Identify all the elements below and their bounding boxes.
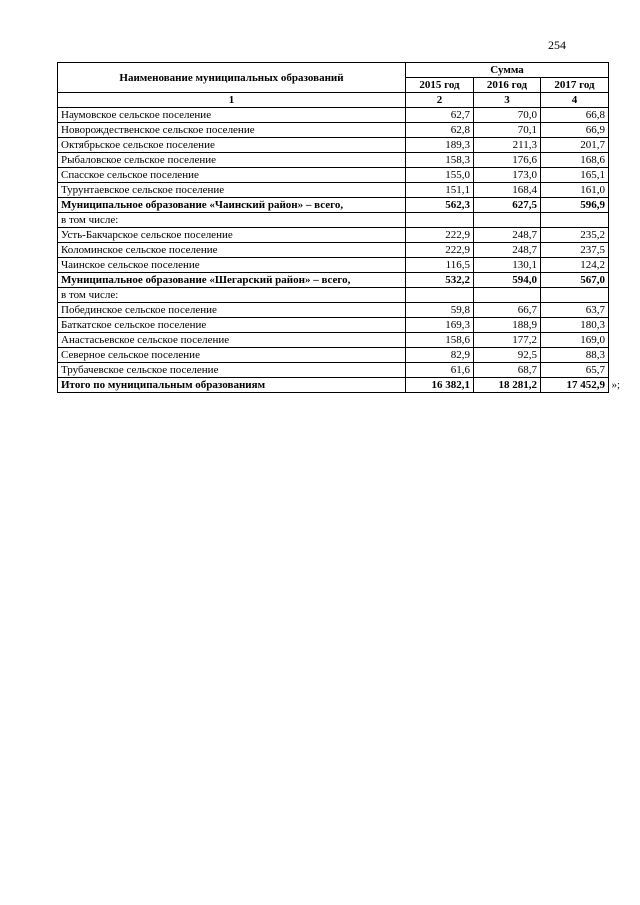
table-row bbox=[58, 363, 609, 378]
row-name-cell: Турунтаевское сельское поселение bbox=[58, 183, 406, 198]
value-2016-cell: 70,0 bbox=[474, 108, 541, 123]
row-name-cell: Северное сельское поселение bbox=[58, 348, 406, 363]
row-name-cell: Муниципальное образование «Чаинский район» – всего, bbox=[58, 198, 406, 213]
value-2015-cell: 62,8 bbox=[406, 123, 474, 138]
value-2015-cell bbox=[406, 288, 474, 303]
value-2017-cell: 65,7 bbox=[541, 363, 609, 378]
value-2016-cell: 594,0 bbox=[474, 273, 541, 288]
column-number-1: 1 bbox=[58, 93, 406, 108]
value-2016-cell: 130,1 bbox=[474, 258, 541, 273]
table-row bbox=[58, 303, 609, 318]
value-2015-cell: 82,9 bbox=[406, 348, 474, 363]
column-number-4: 4 bbox=[541, 93, 609, 108]
value-2015-cell: 189,3 bbox=[406, 138, 474, 153]
table-row bbox=[58, 123, 609, 138]
column-number-2: 2 bbox=[406, 93, 474, 108]
row-name-cell: Новорождественское сельское поселение bbox=[58, 123, 406, 138]
value-2017-cell: 165,1 bbox=[541, 168, 609, 183]
header-year-2017: 2017 год bbox=[541, 78, 609, 93]
table-row bbox=[58, 213, 609, 228]
value-2017-cell: 63,7 bbox=[541, 303, 609, 318]
value-2015-cell: 532,2 bbox=[406, 273, 474, 288]
row-name-cell: Коломинское сельское поселение bbox=[58, 243, 406, 258]
table-row bbox=[58, 378, 609, 393]
value-2015-cell: 222,9 bbox=[406, 243, 474, 258]
value-2016-cell: 248,7 bbox=[474, 228, 541, 243]
table-row bbox=[58, 198, 609, 213]
value-2015-cell: 151,1 bbox=[406, 183, 474, 198]
value-2015-cell bbox=[406, 213, 474, 228]
row-name-cell: Баткатское сельское поселение bbox=[58, 318, 406, 333]
value-2015-cell: 59,8 bbox=[406, 303, 474, 318]
table-row bbox=[58, 318, 609, 333]
value-2016-cell: 66,7 bbox=[474, 303, 541, 318]
value-2015-cell: 155,0 bbox=[406, 168, 474, 183]
table-row bbox=[58, 153, 609, 168]
column-number-row bbox=[58, 93, 609, 108]
header-year-2016: 2016 год bbox=[474, 78, 541, 93]
value-2017-cell: 161,0 bbox=[541, 183, 609, 198]
row-name-cell: Чаинское сельское поселение bbox=[58, 258, 406, 273]
budget-table bbox=[57, 62, 621, 393]
value-2016-cell: 70,1 bbox=[474, 123, 541, 138]
value-2017-cell bbox=[541, 288, 609, 303]
value-2017-cell: 168,6 bbox=[541, 153, 609, 168]
value-2015-cell: 16 382,1 bbox=[406, 378, 474, 393]
value-2017-cell: 66,9 bbox=[541, 123, 609, 138]
row-name-cell: Рыбаловское сельское поселение bbox=[58, 153, 406, 168]
value-2017-cell: 237,5 bbox=[541, 243, 609, 258]
row-name-cell: Трубачевское сельское поселение bbox=[58, 363, 406, 378]
value-2017-cell: 201,7 bbox=[541, 138, 609, 153]
closing-quote-mark: »; bbox=[611, 379, 621, 391]
value-2017-cell: 180,3 bbox=[541, 318, 609, 333]
header-year-2015: 2015 год bbox=[406, 78, 474, 93]
value-2016-cell: 18 281,2 bbox=[474, 378, 541, 393]
value-2015-cell: 116,5 bbox=[406, 258, 474, 273]
value-2015-cell: 158,6 bbox=[406, 333, 474, 348]
row-name-cell: в том числе: bbox=[58, 288, 406, 303]
value-2015-cell: 158,3 bbox=[406, 153, 474, 168]
header-row-1 bbox=[58, 63, 609, 78]
page-number: 254 bbox=[548, 38, 566, 52]
table-row bbox=[58, 243, 609, 258]
value-2015-cell: 61,6 bbox=[406, 363, 474, 378]
value-2016-cell: 92,5 bbox=[474, 348, 541, 363]
value-2015-cell: 562,3 bbox=[406, 198, 474, 213]
value-2016-cell bbox=[474, 213, 541, 228]
value-2017-cell: 567,0 bbox=[541, 273, 609, 288]
value-2017-cell: 169,0 bbox=[541, 333, 609, 348]
row-name-cell: Усть-Бакчарское сельское поселение bbox=[58, 228, 406, 243]
table-row bbox=[58, 273, 609, 288]
table-row bbox=[58, 258, 609, 273]
value-2017-cell: 235,2 bbox=[541, 228, 609, 243]
row-name-cell: Наумовское сельское поселение bbox=[58, 108, 406, 123]
value-2017-cell bbox=[541, 213, 609, 228]
row-name-cell: Октябрьское сельское поселение bbox=[58, 138, 406, 153]
table-row bbox=[58, 138, 609, 153]
value-2015-cell: 222,9 bbox=[406, 228, 474, 243]
table-row bbox=[58, 228, 609, 243]
value-2016-cell: 188,9 bbox=[474, 318, 541, 333]
value-2017-cell: 17 452,9 »; bbox=[541, 378, 609, 393]
value-2016-cell: 211,3 bbox=[474, 138, 541, 153]
value-2017-cell: 596,9 bbox=[541, 198, 609, 213]
value-2016-cell: 177,2 bbox=[474, 333, 541, 348]
table-row bbox=[58, 183, 609, 198]
value-2016-cell: 248,7 bbox=[474, 243, 541, 258]
table-row bbox=[58, 333, 609, 348]
value-2016-cell: 68,7 bbox=[474, 363, 541, 378]
value-2016-cell: 176,6 bbox=[474, 153, 541, 168]
table-row bbox=[58, 288, 609, 303]
table-row bbox=[58, 108, 609, 123]
value-2015-cell: 169,3 bbox=[406, 318, 474, 333]
table-row bbox=[58, 168, 609, 183]
value-2017-cell: 124,2 bbox=[541, 258, 609, 273]
header-name-column: Наименование муниципальных образований bbox=[58, 63, 406, 93]
row-name-cell: в том числе: bbox=[58, 213, 406, 228]
row-name-cell: Муниципальное образование «Шегарский район» – всего, bbox=[58, 273, 406, 288]
row-name-cell: Спасское сельское поселение bbox=[58, 168, 406, 183]
value-2017-cell: 66,8 bbox=[541, 108, 609, 123]
table-row bbox=[58, 348, 609, 363]
column-number-3: 3 bbox=[474, 93, 541, 108]
value-2017-cell: 88,3 bbox=[541, 348, 609, 363]
value-2015-cell: 62,7 bbox=[406, 108, 474, 123]
value-2016-cell: 627,5 bbox=[474, 198, 541, 213]
value-2016-cell: 168,4 bbox=[474, 183, 541, 198]
row-name-cell: Анастасьевское сельское поселение bbox=[58, 333, 406, 348]
row-name-cell: Побединское сельское поселение bbox=[58, 303, 406, 318]
row-name-cell: Итого по муниципальным образованиям bbox=[58, 378, 406, 393]
header-sum: Сумма bbox=[406, 63, 609, 78]
value-2016-cell bbox=[474, 288, 541, 303]
value-2016-cell: 173,0 bbox=[474, 168, 541, 183]
